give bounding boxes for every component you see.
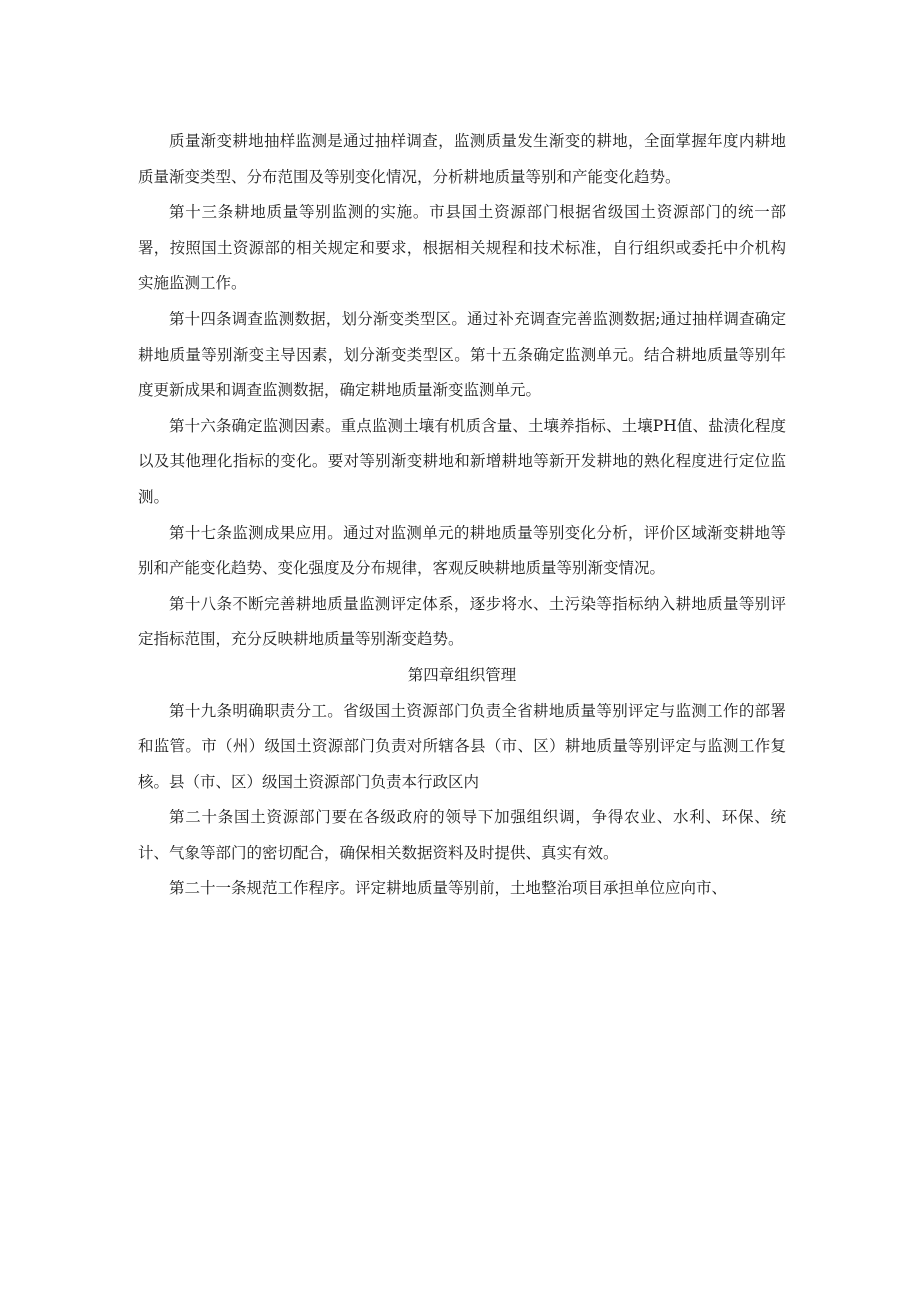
paragraph-article-16: 第十六条确定监测因素。重点监测土壤有机质含量、土壤养指标、土壤PH值、盐渍化程度以及其他理化指标的变化。要对等别渐变耕地和新增耕地等新开发耕地的熟化程度进行定位监测。: [138, 416, 786, 506]
paragraph-sampling-monitoring: 质量渐变耕地抽样监测是通过抽样调查，监测质量发生渐变的耕地，全面掌握年度内耕地质量渐变类型、分布范围及等别变化情况，分析耕地质量等别和产能变化趋势。: [138, 132, 786, 186]
paragraph-article-14-15: 第十四条调查监测数据，划分渐变类型区。通过补充调查完善监测数据;通过抽样调查确定耕地质量等别渐变主导因素，划分渐变类型区。第十五条确定监测单元。结合耕地质量等别年度更新成果和调查监测数据，确定耕地质量渐变监测单元。: [138, 309, 786, 400]
paragraph-article-19: 第十九条明确职责分工。省级国土资源部门负责全省耕地质量等别评定与监测工作的部署和监管。市（州）级国土资源部门负责对所辖各县（市、区）耕地质量等别评定与监测工作复核。县（市、区）级国土资源部门负责本行政区内: [138, 701, 786, 791]
paragraph-article-13: 第十三条耕地质量等别监测的实施。市县国土资源部门根据省级国土资源部门的统一部署，按照国土资源部的相关规定和要求，根据相关规程和技术标准，自行组织或委托中介机构实施监测工作。: [138, 203, 786, 293]
paragraph-article-21: 第二十一条规范工作程序。评定耕地质量等别前，土地整治项目承担单位应向市、: [169, 879, 728, 898]
paragraph-article-18: 第十八条不断完善耕地质量监测评定体系，逐步将水、土污染等指标纳入耕地质量等别评定指标范围，充分反映耕地质量等别渐变趋势。: [138, 594, 786, 649]
chapter-heading: 第四章组织管理: [407, 665, 517, 684]
paragraph-article-20: 第二十条国土资源部门要在各级政府的领导下加强组织调，争得农业、水利、环保、统计、气象等部门的密切配合，确保相关数据资料及时提供、真实有效。: [138, 808, 786, 862]
paragraph-article-17: 第十七条监测成果应用。通过对监测单元的耕地质量等别变化分析，评价区域渐变耕地等别和产能变化趋势、变化强度及分布规律，客观反映耕地质量等别渐变情况。: [138, 523, 786, 578]
document-body: [138, 124, 786, 907]
